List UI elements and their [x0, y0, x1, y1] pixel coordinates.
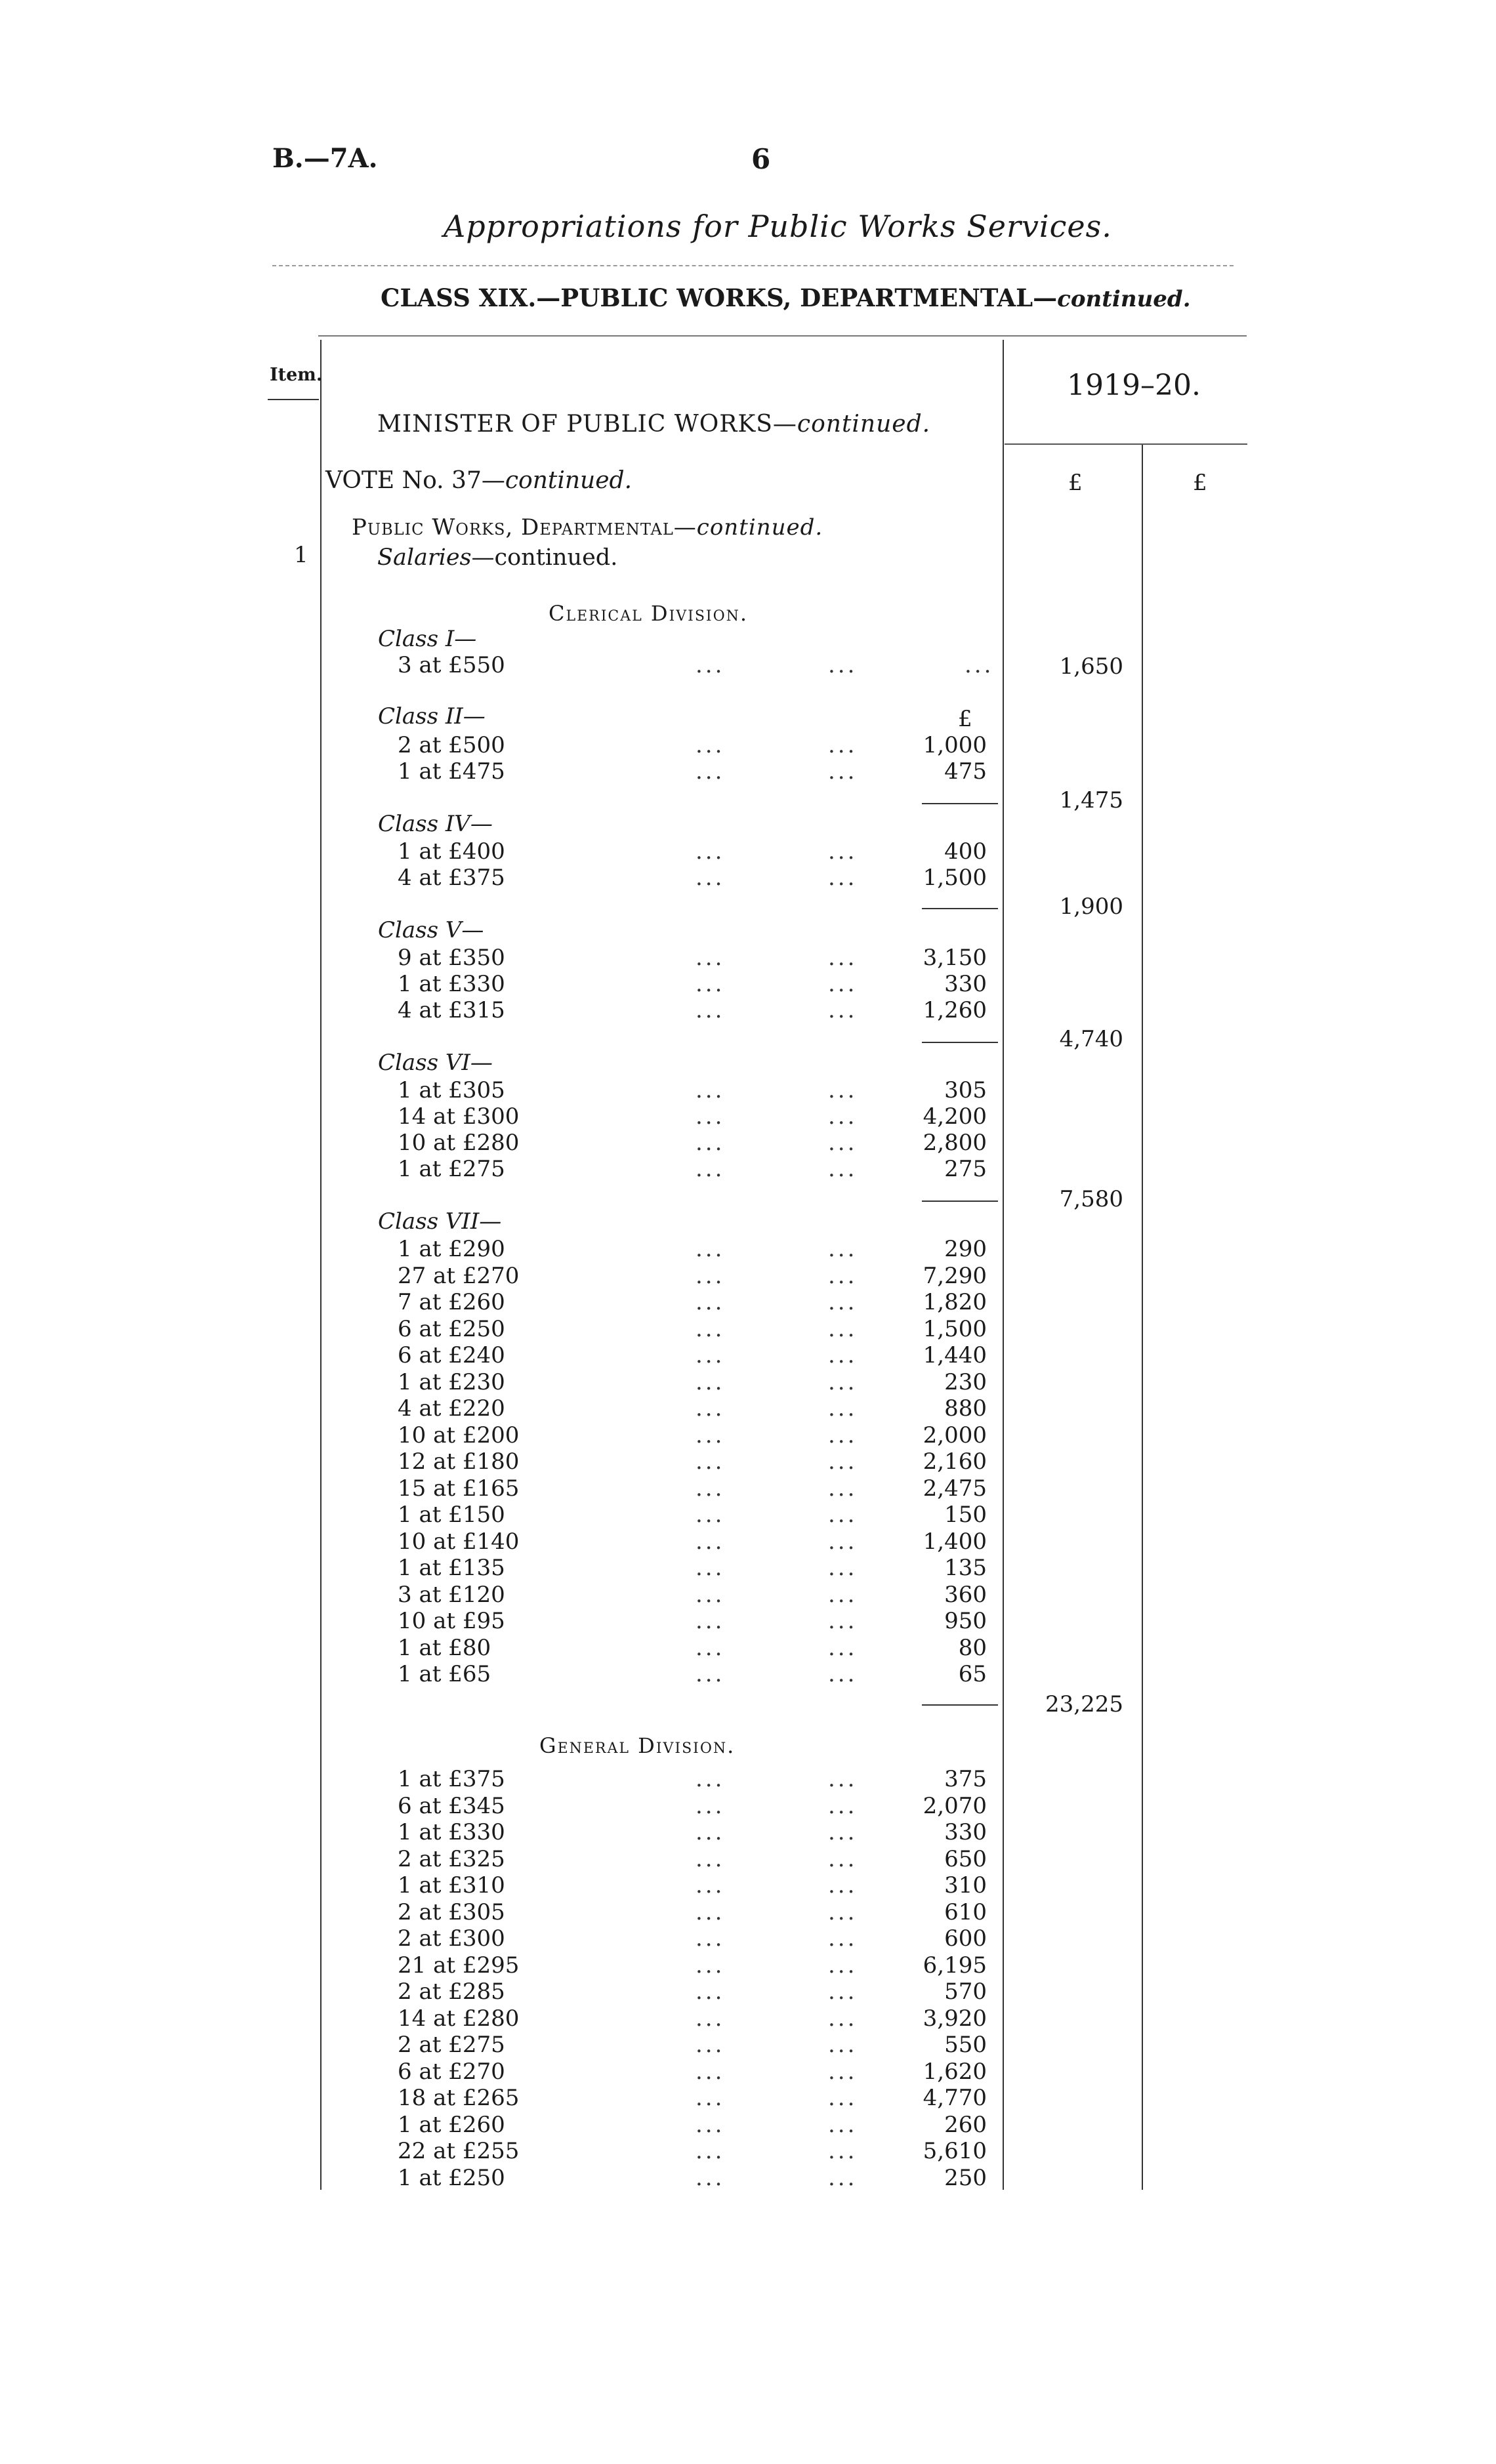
row-leader-dots: ...: [828, 758, 858, 785]
document-reference: B.—7A.: [272, 143, 378, 174]
table-row: [0, 1899, 1024, 1925]
row-amount: 1,000: [923, 732, 987, 758]
row-amount: 1,400: [923, 1528, 987, 1555]
row-amount: 600: [944, 1925, 987, 1952]
class-label: Class VII—: [378, 1208, 502, 1235]
row-description: 1 at £135: [398, 1555, 505, 1581]
table-row: [0, 2059, 1024, 2085]
table-row: [0, 1819, 1024, 1845]
row-leader-dots: ...: [828, 1819, 858, 1845]
table-row: [0, 1077, 1024, 1103]
row-leader-dots: ...: [828, 1130, 858, 1156]
row-amount: 950: [944, 1608, 987, 1634]
item-number: 1: [294, 542, 308, 568]
row-leader-dots: ...: [696, 1502, 725, 1528]
row-leader-dots: ...: [965, 652, 994, 678]
row-leader-dots: ...: [828, 1422, 858, 1448]
row-leader-dots: ...: [828, 1262, 858, 1289]
row-leader-dots: ...: [828, 732, 858, 758]
row-leader-dots: ...: [696, 1156, 725, 1182]
row-leader-dots: ...: [828, 2005, 858, 2032]
table-row: [0, 1608, 1024, 1634]
minister-title: MINISTER OF PUBLIC WORKS—continued.: [377, 411, 931, 438]
row-amount: 4,770: [923, 2085, 987, 2111]
row-leader-dots: ...: [828, 2138, 858, 2164]
table-row: [0, 1422, 1024, 1448]
row-leader-dots: ...: [828, 1979, 858, 2005]
table-row: [0, 732, 1024, 758]
row-leader-dots: ...: [828, 1342, 858, 1368]
row-leader-dots: ...: [696, 1422, 725, 1448]
row-leader-dots: ...: [828, 1581, 858, 1608]
row-description: 1 at £330: [398, 1819, 505, 1845]
item-column-header: Item.: [270, 365, 323, 385]
row-leader-dots: ...: [696, 1342, 725, 1368]
row-leader-dots: ...: [696, 1845, 725, 1872]
row-leader-dots: ...: [696, 2164, 725, 2191]
table-row: [0, 1156, 1024, 1182]
row-leader-dots: ...: [696, 732, 725, 758]
row-leader-dots: ...: [696, 1130, 725, 1156]
row-leader-dots: ...: [696, 1581, 725, 1608]
row-description: 4 at £220: [398, 1395, 505, 1422]
row-leader-dots: ...: [828, 1528, 858, 1555]
table-row: [0, 1263, 1024, 1289]
year-column-header: 1919–20.: [1067, 369, 1201, 402]
row-leader-dots: ...: [828, 2085, 858, 2111]
row-leader-dots: ...: [828, 1766, 858, 1792]
table-row: [0, 1582, 1024, 1608]
table-row: [0, 971, 1024, 997]
row-amount: 570: [944, 1979, 987, 2005]
row-description: 3 at £550: [398, 652, 505, 678]
row-leader-dots: ...: [696, 1236, 725, 1262]
row-leader-dots: ...: [696, 1979, 725, 2005]
row-leader-dots: ...: [828, 1845, 858, 1872]
row-description: 12 at £180: [398, 1448, 520, 1475]
row-amount: 1,440: [923, 1342, 987, 1368]
row-description: 9 at £350: [398, 945, 505, 971]
row-leader-dots: ...: [696, 1289, 725, 1315]
row-leader-dots: ...: [696, 1077, 725, 1103]
row-description: 4 at £375: [398, 865, 505, 891]
row-leader-dots: ...: [696, 971, 725, 997]
row-description: 2 at £305: [398, 1899, 505, 1925]
row-leader-dots: ...: [828, 2058, 858, 2085]
row-description: 14 at £280: [398, 2005, 520, 2032]
row-leader-dots: ...: [696, 945, 725, 971]
general-division-heading: General Division.: [539, 1733, 736, 1758]
row-leader-dots: ...: [696, 1555, 725, 1581]
row-amount: 150: [944, 1502, 987, 1528]
table-row: [0, 1661, 1024, 1687]
row-description: 1 at £375: [398, 1766, 505, 1792]
row-description: 1 at £330: [398, 971, 505, 997]
row-amount: 230: [944, 1368, 987, 1395]
row-leader-dots: ...: [696, 652, 725, 678]
row-leader-dots: ...: [828, 2111, 858, 2138]
row-leader-dots: ...: [828, 1475, 858, 1502]
row-description: 1 at £475: [398, 758, 505, 785]
row-amount: 305: [944, 1077, 987, 1103]
row-description: 4 at £315: [398, 997, 505, 1023]
class-label: Class IV—: [378, 811, 493, 837]
row-amount: 1,620: [923, 2058, 987, 2085]
row-amount: 1,820: [923, 1289, 987, 1315]
row-leader-dots: ...: [696, 1262, 725, 1289]
row-leader-dots: ...: [828, 1925, 858, 1952]
row-description: 2 at £500: [398, 732, 505, 758]
row-leader-dots: ...: [828, 997, 858, 1023]
row-description: 3 at £120: [398, 1581, 505, 1608]
table-row: [0, 865, 1024, 891]
table-row: [0, 945, 1024, 971]
row-leader-dots: ...: [828, 1103, 858, 1130]
row-leader-dots: ...: [828, 1077, 858, 1103]
row-amount: 260: [944, 2111, 987, 2138]
table-row: [0, 758, 1024, 785]
row-amount: 3,150: [923, 945, 987, 971]
row-leader-dots: ...: [696, 1925, 725, 1952]
currency-header-1: £: [1068, 470, 1083, 496]
class-subtotal: 1,900: [1059, 893, 1123, 920]
row-amount: 330: [944, 971, 987, 997]
row-leader-dots: ...: [696, 1952, 725, 1979]
row-amount: 2,800: [923, 1130, 987, 1156]
row-description: 10 at £95: [398, 1608, 505, 1634]
row-description: 10 at £200: [398, 1422, 520, 1448]
row-leader-dots: ...: [828, 2032, 858, 2058]
row-description: 1 at £290: [398, 1236, 505, 1262]
row-description: 22 at £255: [398, 2138, 520, 2164]
table-row: [0, 2112, 1024, 2138]
salaries-title: Salaries—continued.: [377, 544, 618, 571]
row-leader-dots: ...: [828, 1872, 858, 1899]
table-row: [0, 1395, 1024, 1422]
table-row: [0, 1635, 1024, 1661]
row-description: 21 at £295: [398, 1952, 520, 1979]
table-row: [0, 1369, 1024, 1395]
table-row: [0, 1529, 1024, 1555]
row-leader-dots: ...: [828, 1395, 858, 1422]
row-leader-dots: ...: [828, 1289, 858, 1315]
row-amount: 475: [944, 758, 987, 785]
page-number: 6: [751, 143, 771, 175]
row-leader-dots: ...: [696, 1872, 725, 1899]
row-leader-dots: ...: [696, 2111, 725, 2138]
table-row: [0, 1979, 1024, 2005]
subvote-title: Public Works, Departmental—continued.: [352, 514, 823, 541]
row-description: 1 at £65: [398, 1661, 491, 1687]
class-subtotal: 23,225: [1045, 1691, 1123, 1717]
table-row: [0, 1793, 1024, 1819]
row-leader-dots: ...: [828, 945, 858, 971]
row-amount: 275: [944, 1156, 987, 1182]
row-description: 6 at £250: [398, 1315, 505, 1342]
row-leader-dots: ...: [828, 1448, 858, 1475]
row-leader-dots: ...: [696, 1634, 725, 1661]
row-amount: 2,160: [923, 1448, 987, 1475]
row-leader-dots: ...: [828, 1315, 858, 1342]
row-leader-dots: ...: [696, 1661, 725, 1687]
table-top-rule: [318, 335, 1247, 337]
row-amount: 5,610: [923, 2138, 987, 2164]
row-leader-dots: ...: [696, 1899, 725, 1925]
table-row: [0, 1872, 1024, 1899]
row-amount: 3,920: [923, 2005, 987, 2032]
row-leader-dots: ...: [828, 1608, 858, 1634]
table-row: [0, 1448, 1024, 1475]
row-leader-dots: ...: [696, 2032, 725, 2058]
row-amount: 2,070: [923, 1792, 987, 1819]
row-amount: 650: [944, 1845, 987, 1872]
row-leader-dots: ...: [828, 1952, 858, 1979]
amount-currency-sign: £: [958, 706, 972, 732]
row-description: 1 at £230: [398, 1368, 505, 1395]
table-row: [0, 1236, 1024, 1262]
row-amount: 2,000: [923, 1422, 987, 1448]
table-row: [0, 2165, 1024, 2191]
class-title: CLASS XIX.—PUBLIC WORKS, DEPARTMENTAL—continued.: [381, 283, 1191, 312]
row-leader-dots: ...: [828, 838, 858, 865]
row-leader-dots: ...: [696, 1608, 725, 1634]
row-leader-dots: ...: [696, 1528, 725, 1555]
class-label: Class V—: [378, 917, 484, 943]
row-description: 2 at £285: [398, 1979, 505, 2005]
row-amount: 550: [944, 2032, 987, 2058]
row-amount: 400: [944, 838, 987, 865]
row-amount: 360: [944, 1581, 987, 1608]
table-row: [0, 1925, 1024, 1952]
row-amount: 7,290: [923, 1262, 987, 1289]
row-leader-dots: ...: [696, 1475, 725, 1502]
row-leader-dots: ...: [828, 1899, 858, 1925]
row-amount: 610: [944, 1899, 987, 1925]
row-leader-dots: ...: [828, 1502, 858, 1528]
row-description: 1 at £305: [398, 1077, 505, 1103]
row-description: 1 at £275: [398, 1156, 505, 1182]
row-leader-dots: ...: [828, 1236, 858, 1262]
row-description: 27 at £270: [398, 1262, 520, 1289]
row-description: 1 at £250: [398, 2164, 505, 2191]
year-header-rule: [1005, 443, 1247, 445]
table-row: [0, 838, 1024, 865]
row-description: 6 at £240: [398, 1342, 505, 1368]
row-leader-dots: ...: [696, 1766, 725, 1792]
row-amount: 1,260: [923, 997, 987, 1023]
row-description: 18 at £265: [398, 2085, 520, 2111]
row-leader-dots: ...: [828, 1368, 858, 1395]
row-amount: 1,500: [923, 1315, 987, 1342]
row-leader-dots: ...: [696, 2058, 725, 2085]
row-leader-dots: ...: [696, 2138, 725, 2164]
row-amount: 375: [944, 1766, 987, 1792]
currency-header-2: £: [1193, 470, 1207, 496]
row-amount: 65: [958, 1661, 987, 1687]
item-header-rule: [268, 399, 319, 400]
class-subtotal: 1,650: [1059, 653, 1123, 680]
class-label: Class II—: [378, 703, 486, 729]
row-leader-dots: ...: [828, 652, 858, 678]
table-row: [0, 1766, 1024, 1792]
row-leader-dots: ...: [696, 838, 725, 865]
row-description: 1 at £310: [398, 1872, 505, 1899]
table-row: [0, 1555, 1024, 1581]
clerical-division-heading: Clerical Division.: [549, 601, 749, 626]
class-label: Class VI—: [378, 1050, 493, 1076]
row-description: 6 at £270: [398, 2058, 505, 2085]
row-leader-dots: ...: [828, 1792, 858, 1819]
table-row: [0, 2032, 1024, 2058]
row-amount: 1,500: [923, 865, 987, 891]
table-row: [0, 1103, 1024, 1130]
class-subtotal: 7,580: [1059, 1186, 1123, 1212]
table-row: [0, 1502, 1024, 1528]
row-description: 1 at £260: [398, 2111, 505, 2138]
row-leader-dots: ...: [828, 971, 858, 997]
page-heading: Appropriations for Public Works Services.: [444, 209, 1112, 244]
table-row: [0, 1475, 1024, 1502]
row-leader-dots: ...: [696, 2005, 725, 2032]
table-row: [0, 1316, 1024, 1342]
table-row: [0, 1952, 1024, 1979]
row-amount: 4,200: [923, 1103, 987, 1130]
total-column-divider: [1142, 445, 1143, 2190]
row-description: 2 at £275: [398, 2032, 505, 2058]
table-row: [0, 1130, 1024, 1156]
table-row: [0, 1846, 1024, 1872]
row-leader-dots: ...: [828, 2164, 858, 2191]
vote-title: VOTE No. 37—continued.: [325, 467, 633, 494]
row-leader-dots: ...: [696, 2085, 725, 2111]
row-leader-dots: ...: [696, 758, 725, 785]
row-leader-dots: ...: [696, 1819, 725, 1845]
row-leader-dots: ...: [696, 865, 725, 891]
table-row: [0, 2138, 1024, 2164]
row-amount: 880: [944, 1395, 987, 1422]
row-leader-dots: ...: [696, 1368, 725, 1395]
row-description: 1 at £400: [398, 838, 505, 865]
class-label: Class I—: [378, 626, 477, 652]
row-amount: 330: [944, 1819, 987, 1845]
table-row: [0, 2085, 1024, 2111]
row-amount: 6,195: [923, 1952, 987, 1979]
row-amount: 290: [944, 1236, 987, 1262]
row-leader-dots: ...: [828, 1156, 858, 1182]
row-leader-dots: ...: [828, 1661, 858, 1687]
class-subtotal: 4,740: [1059, 1026, 1123, 1052]
row-amount: 135: [944, 1555, 987, 1581]
row-leader-dots: ...: [696, 1792, 725, 1819]
row-description: 2 at £325: [398, 1845, 505, 1872]
row-leader-dots: ...: [828, 1634, 858, 1661]
row-amount: 250: [944, 2164, 987, 2191]
class-subtotal: 1,475: [1059, 787, 1123, 813]
row-amount: 310: [944, 1872, 987, 1899]
row-amount: 2,475: [923, 1475, 987, 1502]
row-description: 14 at £300: [398, 1103, 520, 1130]
row-leader-dots: ...: [828, 1555, 858, 1581]
row-leader-dots: ...: [828, 865, 858, 891]
row-leader-dots: ...: [696, 1448, 725, 1475]
row-leader-dots: ...: [696, 1103, 725, 1130]
heading-rule: [272, 265, 1234, 266]
row-leader-dots: ...: [696, 1395, 725, 1422]
table-row: [0, 2005, 1024, 2032]
row-leader-dots: ...: [696, 1315, 725, 1342]
table-row: [0, 997, 1024, 1023]
row-description: 15 at £165: [398, 1475, 520, 1502]
row-description: 1 at £150: [398, 1502, 505, 1528]
row-leader-dots: ...: [696, 997, 725, 1023]
table-row: [0, 1342, 1024, 1368]
row-description: 6 at £345: [398, 1792, 505, 1819]
table-row: [0, 1289, 1024, 1315]
row-description: 10 at £280: [398, 1130, 520, 1156]
row-description: 7 at £260: [398, 1289, 505, 1315]
row-description: 2 at £300: [398, 1925, 505, 1952]
row-description: 10 at £140: [398, 1528, 520, 1555]
row-description: 1 at £80: [398, 1634, 491, 1661]
row-amount: 80: [958, 1634, 987, 1661]
